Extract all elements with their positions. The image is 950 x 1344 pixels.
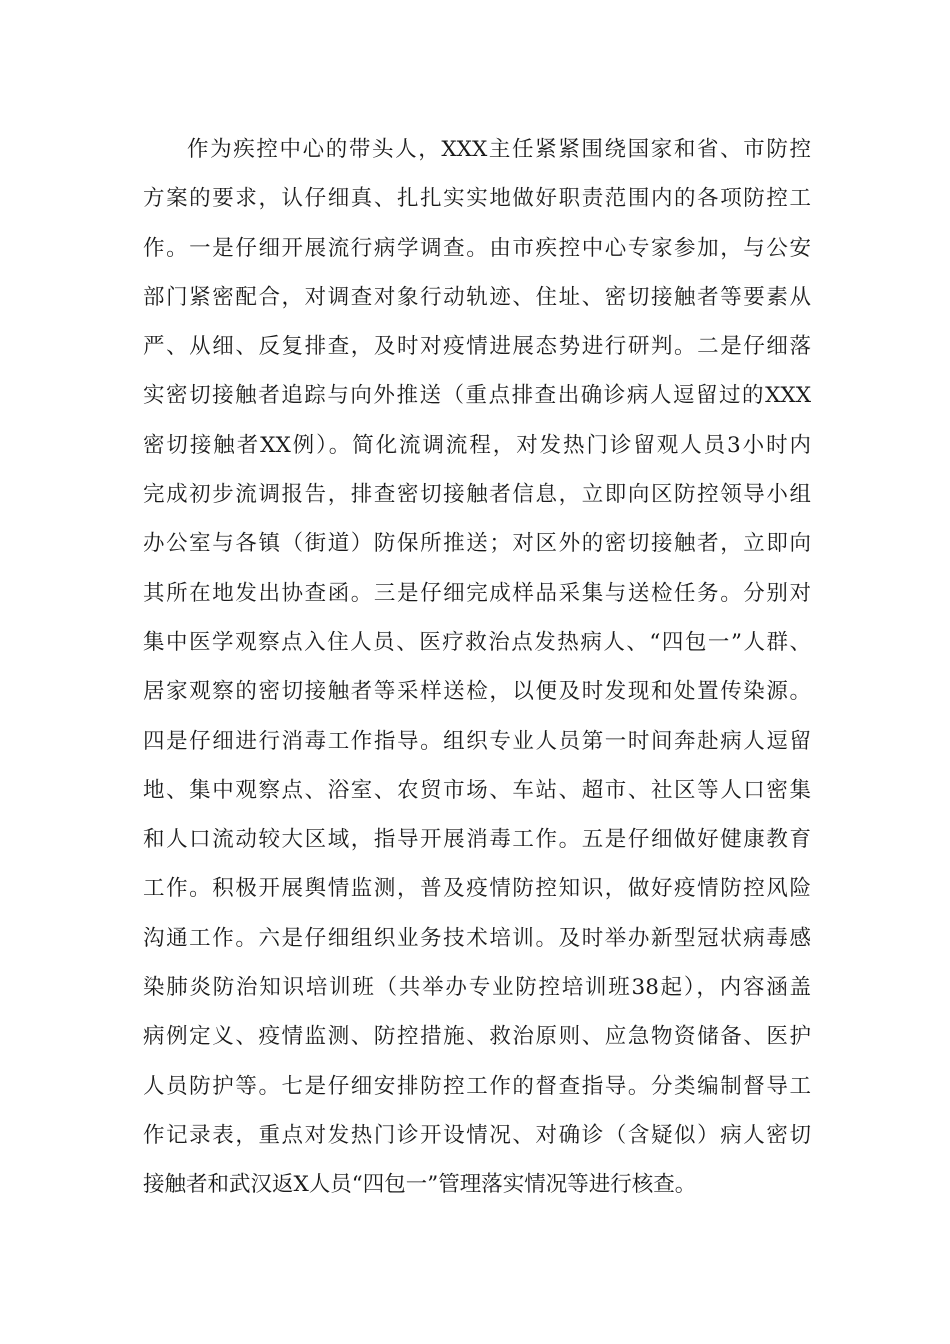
paragraph-line: 染肺炎防治知识培训班（共举办专业防控培训班38起），内容涵盖 bbox=[143, 975, 811, 1001]
paragraph-line: 实密切接触者追踪与向外推送（重点排查出确诊病人逗留过的XXX bbox=[143, 383, 811, 409]
paragraph-line: 人员防护等。七是仔细安排防控工作的督查指导。分类编制督导工 bbox=[143, 1073, 811, 1099]
paragraph-line: 地、集中观察点、浴室、农贸市场、车站、超市、社区等人口密集 bbox=[143, 777, 811, 803]
paragraph-line: 沟通工作。六是仔细组织业务技术培训。及时举办新型冠状病毒感 bbox=[143, 925, 811, 951]
paragraph-line: 密切接触者XX例）。简化流调流程，对发热门诊留观人员3小时内 bbox=[143, 432, 811, 458]
paragraph-line: 部门紧密配合，对调查对象行动轨迹、住址、密切接触者等要素从 bbox=[143, 284, 811, 310]
paragraph-line: 工作。积极开展舆情监测，普及疫情防控知识，做好疫情防控风险 bbox=[143, 876, 811, 902]
paragraph-line: 和人口流动较大区域，指导开展消毒工作。五是仔细做好健康教育 bbox=[143, 827, 811, 853]
paragraph-line: 集中医学观察点入住人员、医疗救治点发热病人、“四包一”人群、 bbox=[143, 629, 811, 655]
paragraph-line: 居家观察的密切接触者等采样送检，以便及时发现和处置传染源。 bbox=[143, 679, 811, 705]
paragraph-line: 办公室与各镇（街道）防保所推送；对区外的密切接触者，立即向 bbox=[143, 531, 811, 557]
paragraph-line: 接触者和武汉返X人员“四包一”管理落实情况等进行核查。 bbox=[143, 1172, 697, 1198]
paragraph-line: 作。一是仔细开展流行病学调查。由市疾控中心专家参加，与公安 bbox=[143, 235, 811, 261]
paragraph-line: 作记录表，重点对发热门诊开设情况、对确诊（含疑似）病人密切 bbox=[143, 1122, 811, 1148]
paragraph-line: 其所在地发出协查函。三是仔细完成样品采集与送检任务。分别对 bbox=[143, 580, 811, 606]
paragraph-line: 方案的要求，认仔细真、扎扎实实地做好职责范围内的各项防控工 bbox=[143, 186, 811, 212]
body-paragraph bbox=[143, 125, 811, 1210]
paragraph-line: 病例定义、疫情监测、防控措施、救治原则、应急物资储备、医护 bbox=[143, 1024, 811, 1050]
paragraph-line: 严、从细、反复排查，及时对疫情进展态势进行研判。二是仔细落 bbox=[143, 334, 811, 360]
paragraph-line: 作为疾控中心的带头人，XXX主任紧紧围绕国家和省、市防控 bbox=[187, 137, 811, 162]
paragraph-line: 四是仔细进行消毒工作指导。组织专业人员第一时间奔赴病人逗留 bbox=[143, 728, 811, 754]
paragraph-line: 完成初步流调报告，排查密切接触者信息，立即向区防控领导小组 bbox=[143, 482, 811, 508]
